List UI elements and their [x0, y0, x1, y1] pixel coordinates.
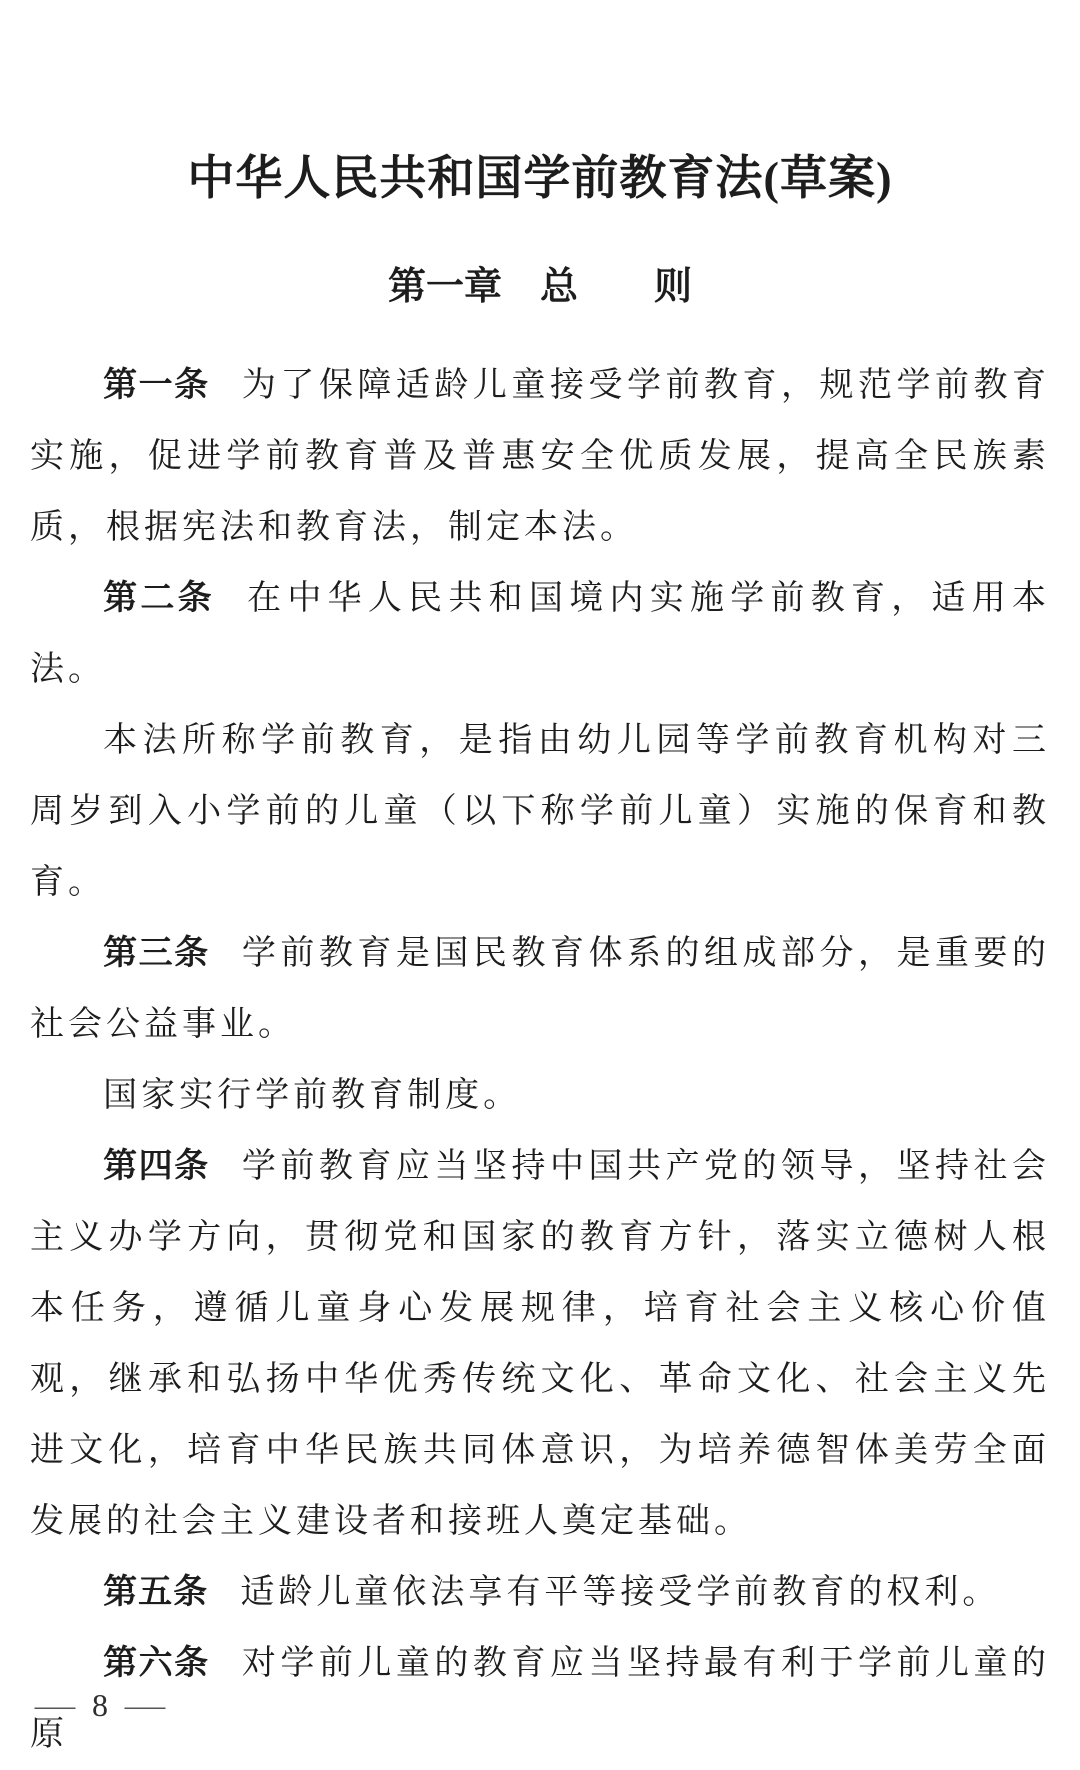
page-number: 8: [92, 1687, 108, 1723]
article-text: 学前教育是国民教育体系的组成部分，是重要的社会公益事业。: [30, 935, 1050, 1043]
article-text: 学前教育应当坚持中国共产党的领导，坚持社会主义办学方向，贯彻党和国家的教育方针，落实立德树人根本任务，遵循儿童身心发展规律，培育社会主义核心价值观，继承和弘扬中华优秀传统文化、革命文化、社会主义先进文化，培育中华民族共同体意识，为培养德智体美劳全面发展的社会主义建设者和接班人奠定基础。: [30, 1148, 1050, 1540]
article-paragraph: [30, 563, 1050, 705]
footer-dash-left: —: [34, 1688, 76, 1722]
article-number: 第四条: [103, 1147, 210, 1185]
article-text: 在中华人民共和国境内实施学前教育，适用本法。: [30, 580, 1050, 688]
article-text: 国家实行学前教育制度。: [103, 1077, 522, 1114]
chapter-heading: 第一章 总 则: [387, 266, 692, 308]
article-number: 第二条: [103, 579, 215, 617]
article-text: 对学前儿童的教育应当坚持最有利于学前儿童的原: [30, 1645, 1050, 1753]
article-paragraph: [30, 350, 1050, 563]
article-text: 本法所称学前教育，是指由幼儿园等学前教育机构对三周岁到入小学前的儿童（以下称学前儿童）实施的保育和教育。: [30, 722, 1050, 901]
article-continuation-paragraph: [30, 1060, 1050, 1131]
article-number: 第五条: [103, 1573, 209, 1611]
article-paragraph: [30, 918, 1050, 1060]
article-number: 第一条: [103, 366, 210, 404]
article-paragraph: [30, 1628, 1050, 1770]
article-paragraph: [30, 1131, 1050, 1557]
article-paragraph: [30, 1557, 1050, 1628]
page-footer: [34, 1687, 166, 1724]
footer-dash-right: —: [124, 1688, 166, 1722]
article-number: 第六条: [103, 1644, 210, 1682]
article-text: 适龄儿童依法享有平等接受学前教育的权利。: [240, 1574, 1001, 1611]
document-page: [0, 150, 1080, 1770]
document-body: [30, 350, 1050, 1770]
article-continuation-paragraph: [30, 705, 1050, 918]
article-number: 第三条: [103, 934, 210, 972]
article-text: 为了保障适龄儿童接受学前教育，规范学前教育实施，促进学前教育普及普惠安全优质发展，提高全民族素质，根据宪法和教育法，制定本法。: [30, 367, 1050, 546]
document-title: 中华人民共和国学前教育法(草案): [187, 153, 893, 205]
